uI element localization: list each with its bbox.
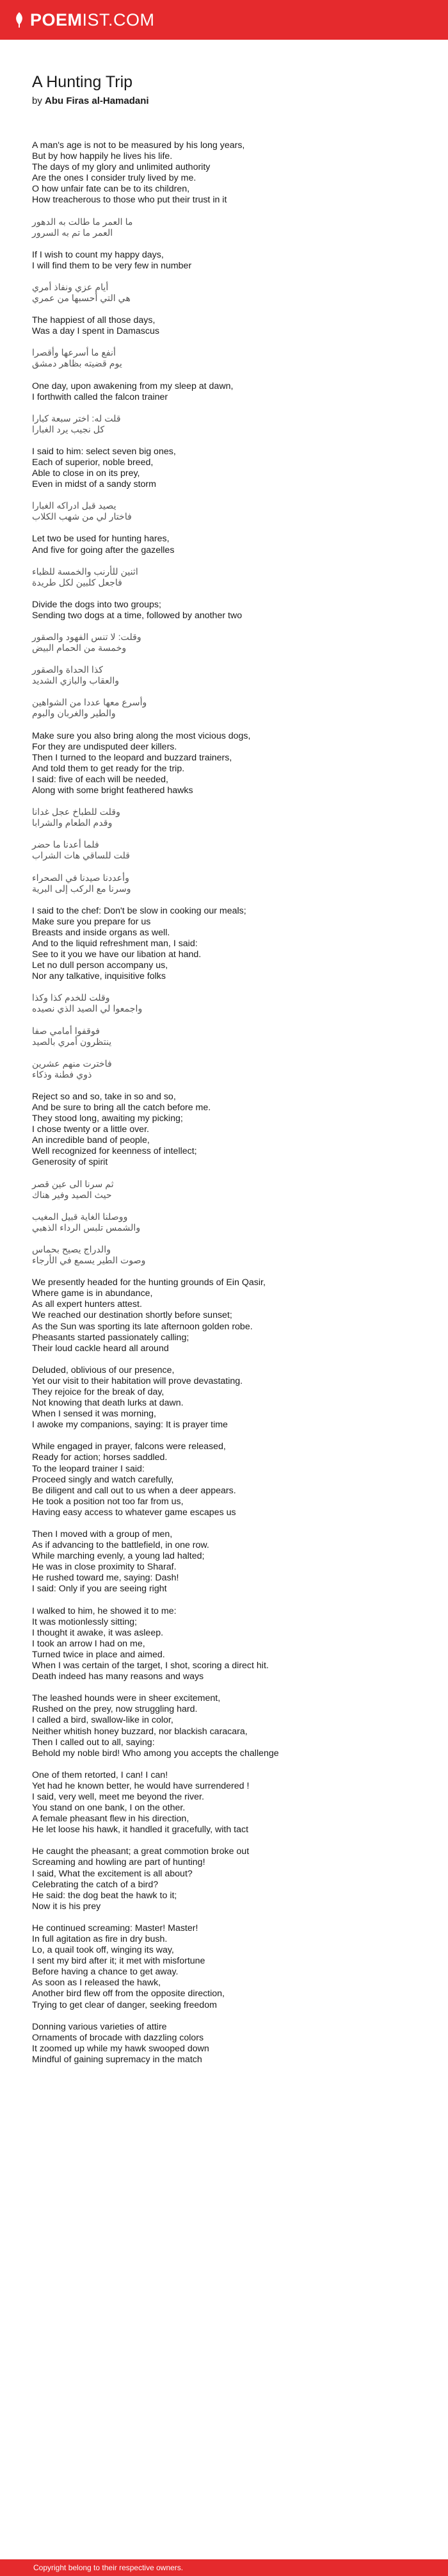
poem-line: وخمسة من الحمام البيض bbox=[32, 643, 127, 654]
poem-line: How treacherous to those who put their trust in it bbox=[32, 195, 227, 206]
poem-line: While engaged in prayer, falcons were released, bbox=[32, 1441, 226, 1452]
poem-line: Another bird flew off from the opposite direction, bbox=[32, 1989, 225, 1999]
poem-line: اثنين للأرنب والخمسة للظباء bbox=[32, 566, 138, 577]
poem-line: I will find them to be very few in number bbox=[32, 260, 192, 271]
poem-line: ذوي فطنة وذكاء bbox=[32, 1069, 92, 1080]
stanza bbox=[32, 1245, 448, 1267]
poem-line: The happiest of all those days, bbox=[32, 315, 156, 326]
poem-line: I awoke my companions, saying: It is prayer time bbox=[32, 1420, 228, 1431]
stanza bbox=[32, 1179, 448, 1201]
poem-line: Not knowing that death lurks at dawn. bbox=[32, 1398, 184, 1409]
poem-line: Let no dull person accompany us, bbox=[32, 960, 168, 971]
stanza bbox=[32, 283, 448, 304]
poem-line: Divide the dogs into two groups; bbox=[32, 599, 161, 610]
poem-line: Yet our visit to their habitation will prove devastating. bbox=[32, 1375, 243, 1386]
stanza bbox=[32, 731, 448, 797]
poem-line: He rushed toward me, saying: Dash! bbox=[32, 1573, 179, 1584]
poem-line: And to the liquid refreshment man, I said: bbox=[32, 938, 198, 949]
poem-line: As if advancing to the battlefield, in one row. bbox=[32, 1540, 209, 1551]
poem-line: Celebrating the catch of a bird? bbox=[32, 1879, 159, 1890]
poem-line: Lo, a quail took off, winging its way, bbox=[32, 1945, 174, 1956]
poem-line: Make sure you prepare for us bbox=[32, 916, 151, 927]
stanza bbox=[32, 632, 448, 654]
poem-line: O how unfair fate can be to its children, bbox=[32, 184, 190, 195]
poem-line: Generosity of spirit bbox=[32, 1157, 108, 1168]
poem-line: وقلت: لا تنس الفهود والصقور bbox=[32, 632, 141, 643]
poem-line: Then I moved with a group of men, bbox=[32, 1529, 173, 1539]
poem-line: If I wish to count my happy days, bbox=[32, 249, 164, 260]
poem-line: As all expert hunters attest. bbox=[32, 1299, 142, 1310]
poem-line: والشمس تلبس الرداء الذهبي bbox=[32, 1222, 141, 1233]
poem-line: Yet had he known better, he would have surrendered ! bbox=[32, 1780, 250, 1791]
poem-line: I called a bird, swallow-like in color, bbox=[32, 1715, 173, 1726]
poem-line: One of them retorted, I can! I can! bbox=[32, 1769, 168, 1780]
poem-line: والطير والغربان والبوم bbox=[32, 709, 116, 719]
poem-line: Having easy access to whatever game escapes us bbox=[32, 1507, 236, 1518]
poem-line: I said: Only if you are seeing right bbox=[32, 1584, 167, 1595]
poem-line: Rushed on the prey, now struggling hard. bbox=[32, 1704, 198, 1715]
poem-line: Behold my noble bird! Who among you accepts the challenge bbox=[32, 1748, 279, 1759]
poem-line: Breasts and inside organs as well. bbox=[32, 927, 170, 938]
poem-line: Where game is in abundance, bbox=[32, 1288, 153, 1299]
poem-line: A man's age is not to be measured by his long years, bbox=[32, 140, 245, 151]
poem-line: يصيد قبل ادراكه الغبارا bbox=[32, 501, 116, 512]
poem-line: I said, very well, meet me beyond the river. bbox=[32, 1791, 204, 1802]
poem-byline bbox=[32, 95, 448, 106]
poem-line: وسرنا مع الركب إلى البرية bbox=[32, 883, 131, 894]
poem-line: Pheasants started passionately calling; bbox=[32, 1332, 189, 1343]
site-header bbox=[0, 0, 448, 40]
poem-line: Ornaments of brocade with dazzling colors bbox=[32, 2032, 204, 2043]
stanza bbox=[32, 873, 448, 895]
stanza bbox=[32, 600, 448, 621]
stanza bbox=[32, 1277, 448, 1354]
poem-line: Even in midst of a sandy storm bbox=[32, 479, 156, 490]
poem-line: فاخترت منهم عشرين bbox=[32, 1058, 112, 1069]
poem-line: Then I called out to all, saying: bbox=[32, 1737, 155, 1748]
poem-line: It was motionlessly sitting; bbox=[32, 1616, 138, 1627]
poem-line: ينتظرون أمري بالصيد bbox=[32, 1037, 112, 1047]
stanza bbox=[32, 414, 448, 436]
poem-line: Are the ones I consider truly lived by me. bbox=[32, 173, 196, 184]
poem-line: A female pheasant flew in his direction, bbox=[32, 1814, 189, 1825]
copyright-text: Copyright belong to their respective owners. bbox=[33, 2563, 184, 2572]
poem-line: فلما أعدنا ما حضر bbox=[32, 840, 99, 851]
poem-line: العمر ما تم به السرور bbox=[32, 227, 113, 238]
poem-line: They stood long, awaiting my picking; bbox=[32, 1113, 183, 1124]
poem-line: I thought it awake, it was asleep. bbox=[32, 1627, 164, 1638]
poem-line: See to it you we have our libation at hand. bbox=[32, 949, 202, 960]
stanza bbox=[32, 807, 448, 829]
poem-content bbox=[0, 40, 448, 2065]
stanza bbox=[32, 1212, 448, 1234]
poem-line: فوقفوا أمامي صفا bbox=[32, 1026, 100, 1037]
poem-line: They rejoice for the break of day, bbox=[32, 1386, 164, 1397]
stanza bbox=[32, 348, 448, 370]
poem-line: An incredible band of people, bbox=[32, 1135, 150, 1146]
stanza bbox=[32, 315, 448, 337]
poem-line: It zoomed up while my hawk swooped down bbox=[32, 2043, 209, 2054]
poem-line: وقلت للطباخ عجل غدانا bbox=[32, 807, 120, 818]
poem-line: We presently headed for the hunting grounds of Ein Qasir, bbox=[32, 1277, 266, 1288]
logo-bold-text: POEM bbox=[30, 10, 83, 29]
poem-line: Deluded, oblivious of our presence, bbox=[32, 1365, 175, 1375]
poem-line: Before having a chance to get away. bbox=[32, 1967, 179, 1978]
by-label: by bbox=[32, 95, 42, 106]
poem-line: The days of my glory and unlimited authority bbox=[32, 162, 211, 173]
poem-line: Be diligent and call out to us when a deer appears. bbox=[32, 1485, 236, 1496]
poem-body bbox=[32, 140, 448, 2065]
poem-line: I took an arrow I had on me, bbox=[32, 1638, 145, 1649]
poem-line: I forthwith called the falcon trainer bbox=[32, 391, 168, 402]
poem-line: When I sensed it was morning, bbox=[32, 1409, 156, 1420]
poem-line: فاجعل كلبين لكل طريدة bbox=[32, 577, 122, 588]
stanza bbox=[32, 381, 448, 403]
poem-line: I said to the chef: Don't be slow in cooking our meals; bbox=[32, 905, 246, 916]
stanza bbox=[32, 665, 448, 687]
stanza bbox=[32, 217, 448, 239]
poem-line: He continued screaming: Master! Master! bbox=[32, 1923, 198, 1933]
poem-line: هي التي أحسبها من عمري bbox=[32, 293, 131, 304]
stanza bbox=[32, 1606, 448, 1683]
poem-line: I said to him: select seven big ones, bbox=[32, 446, 176, 457]
poem-line: The leashed hounds were in sheer excitement, bbox=[32, 1693, 221, 1704]
poem-line: One day, upon awakening from my sleep at dawn, bbox=[32, 381, 234, 391]
poem-line: Proceed singly and watch carefully, bbox=[32, 1474, 174, 1485]
poem-line: أنفع ما أسرعها وأقصرا bbox=[32, 348, 116, 359]
poem-line: Donning various varieties of attire bbox=[32, 2021, 167, 2032]
stanza bbox=[32, 1693, 448, 1759]
poem-line: He let loose his hawk, it handled it gracefully, with tact bbox=[32, 1825, 249, 1835]
poem-line: Mindful of gaining supremacy in the match bbox=[32, 2054, 202, 2065]
poem-line: You stand on one bank, I on the other. bbox=[32, 1803, 186, 1814]
stanza bbox=[32, 1092, 448, 1169]
poem-line: Trying to get clear of danger, seeking freedom bbox=[32, 1999, 217, 2010]
poem-line: كل نجيب يرد الغبارا bbox=[32, 424, 105, 435]
stanza bbox=[32, 501, 448, 523]
poem-line: وصوت الطير يسمع في الأرجاء bbox=[32, 1256, 146, 1267]
poem-line: Screaming and howling are part of hunting! bbox=[32, 1857, 205, 1868]
stanza bbox=[32, 1441, 448, 1518]
poem-line: قلت للساقي هات الشراب bbox=[32, 851, 131, 862]
poem-line: Neither whitish honey buzzard, nor blackish caracara, bbox=[32, 1726, 248, 1737]
poem-line: He caught the pheasant; a great commotion broke out bbox=[32, 1846, 250, 1857]
poem-line: Turned twice in place and aimed. bbox=[32, 1649, 165, 1660]
stanza bbox=[32, 1529, 448, 1595]
stanza bbox=[32, 534, 448, 555]
poem-line: أيام عزي ونفاذ أمري bbox=[32, 282, 109, 293]
poem-line: For they are undisputed deer killers. bbox=[32, 741, 177, 752]
site-footer bbox=[0, 2559, 448, 2576]
poem-line: Was a day I spent in Damascus bbox=[32, 326, 159, 337]
poem-line: Reject so and so, take in so and so, bbox=[32, 1091, 176, 1102]
poem-line: وقدم الطعام والشرابا bbox=[32, 818, 113, 829]
poem-line: He said: the dog beat the hawk to it; bbox=[32, 1890, 177, 1901]
poem-line: Death indeed has many reasons and ways bbox=[32, 1671, 204, 1682]
poem-title: A Hunting Trip bbox=[32, 73, 133, 91]
poem-line: As soon as I released the hawk, bbox=[32, 1978, 161, 1989]
poem-line: قلت له: اختر سبعة كبارا bbox=[32, 413, 121, 424]
poem-line: Let two be used for hunting hares, bbox=[32, 534, 170, 545]
poem-line: Now it is his prey bbox=[32, 1901, 101, 1912]
poem-line: والدراج يصيح بحماس bbox=[32, 1244, 111, 1255]
poem-line: When I was certain of the target, I shot, scoring a direct hit. bbox=[32, 1661, 269, 1671]
poem-line: Sending two dogs at a time, followed by another two bbox=[32, 610, 243, 621]
stanza bbox=[32, 1059, 448, 1081]
poem-line: Each of superior, noble breed, bbox=[32, 457, 154, 468]
poem-line: As the Sun was sporting its late afternoon golden robe. bbox=[32, 1321, 253, 1332]
poem-line: كذا الحداة والصقور bbox=[32, 665, 104, 676]
poem-line: Then I turned to the leopard and buzzard trainers, bbox=[32, 752, 232, 763]
stanza bbox=[32, 840, 448, 862]
poem-line: While marching evenly, a young lad halted; bbox=[32, 1551, 205, 1562]
stanza bbox=[32, 906, 448, 983]
stanza bbox=[32, 140, 448, 206]
poem-line: Well recognized for keenness of intellect; bbox=[32, 1146, 197, 1157]
poem-line: وأعددنا صيدنا في الصحراء bbox=[32, 873, 129, 883]
site-logo-link[interactable] bbox=[30, 10, 155, 30]
stanza bbox=[32, 447, 448, 490]
stanza bbox=[32, 250, 448, 272]
logo-light-text: IST.COM bbox=[82, 10, 155, 29]
poem-line: ووصلنا الغاية قبيل المغيب bbox=[32, 1211, 128, 1222]
poem-line: I said: five of each will be needed, bbox=[32, 774, 168, 785]
poem-line: فاختار لي من شهب الكلاب bbox=[32, 512, 132, 523]
poem-line: حيث الصيد وفير هناك bbox=[32, 1190, 112, 1201]
poem-line: Able to close in on its prey, bbox=[32, 468, 140, 479]
poem-line: We reached our destination shortly before sunset; bbox=[32, 1310, 232, 1321]
poem-line: I said, What the excitement is all about? bbox=[32, 1868, 193, 1879]
poem-line: And five for going after the gazelles bbox=[32, 545, 175, 555]
poem-line: Their loud cackle heard all around bbox=[32, 1343, 169, 1354]
stanza bbox=[32, 993, 448, 1015]
stanza bbox=[32, 2022, 448, 2065]
poem-line: Along with some bright feathered hawks bbox=[32, 785, 193, 796]
stanza bbox=[32, 567, 448, 589]
stanza bbox=[32, 1365, 448, 1431]
poem-line: Make sure you also bring along the most vicious dogs, bbox=[32, 730, 251, 741]
poem-line: والعقاب والبازي الشديد bbox=[32, 676, 120, 687]
poem-line: ما العمر ما طالت به الدهور bbox=[32, 217, 133, 227]
stanza bbox=[32, 1923, 448, 2011]
poem-line: Nor any talkative, inquisitive folks bbox=[32, 971, 166, 982]
poem-line: And told them to get ready for the trip. bbox=[32, 763, 185, 774]
poem-line: يوم قضيته بظاهر دمشق bbox=[32, 359, 122, 370]
stanza bbox=[32, 1770, 448, 1836]
poem-line: But by how happily he lives his life. bbox=[32, 151, 173, 162]
poem-line: I walked to him, he showed it to me: bbox=[32, 1605, 177, 1616]
poem-line: ثم سرنا الى عين قصر bbox=[32, 1179, 114, 1190]
stanza bbox=[32, 698, 448, 719]
poem-line: He was in close proximity to Sharaf. bbox=[32, 1562, 177, 1573]
poem-line: وأسرع معها عددا من الشواهين bbox=[32, 698, 147, 709]
poem-line: واجمعوا لي الصيد الذي نصيده bbox=[32, 1004, 143, 1015]
author-link[interactable]: Abu Firas al-Hamadani bbox=[45, 95, 149, 106]
poem-line: Ready for action; horses saddled. bbox=[32, 1452, 168, 1463]
quill-logo-icon[interactable] bbox=[14, 12, 24, 28]
poem-line: وقلت للخدم كذا وكذا bbox=[32, 993, 110, 1004]
poem-line: In full agitation as fire in dry bush. bbox=[32, 1934, 168, 1944]
poem-line: And be sure to bring all the catch before me. bbox=[32, 1103, 211, 1113]
poem-line: To the leopard trainer I said: bbox=[32, 1463, 145, 1474]
poem-line: I sent my bird after it; it met with misfortune bbox=[32, 1956, 205, 1967]
poem-line: He took a position not too far from us, bbox=[32, 1496, 184, 1507]
poem-line: I chose twenty or a little over. bbox=[32, 1124, 149, 1135]
stanza bbox=[32, 1846, 448, 1912]
stanza bbox=[32, 1026, 448, 1048]
